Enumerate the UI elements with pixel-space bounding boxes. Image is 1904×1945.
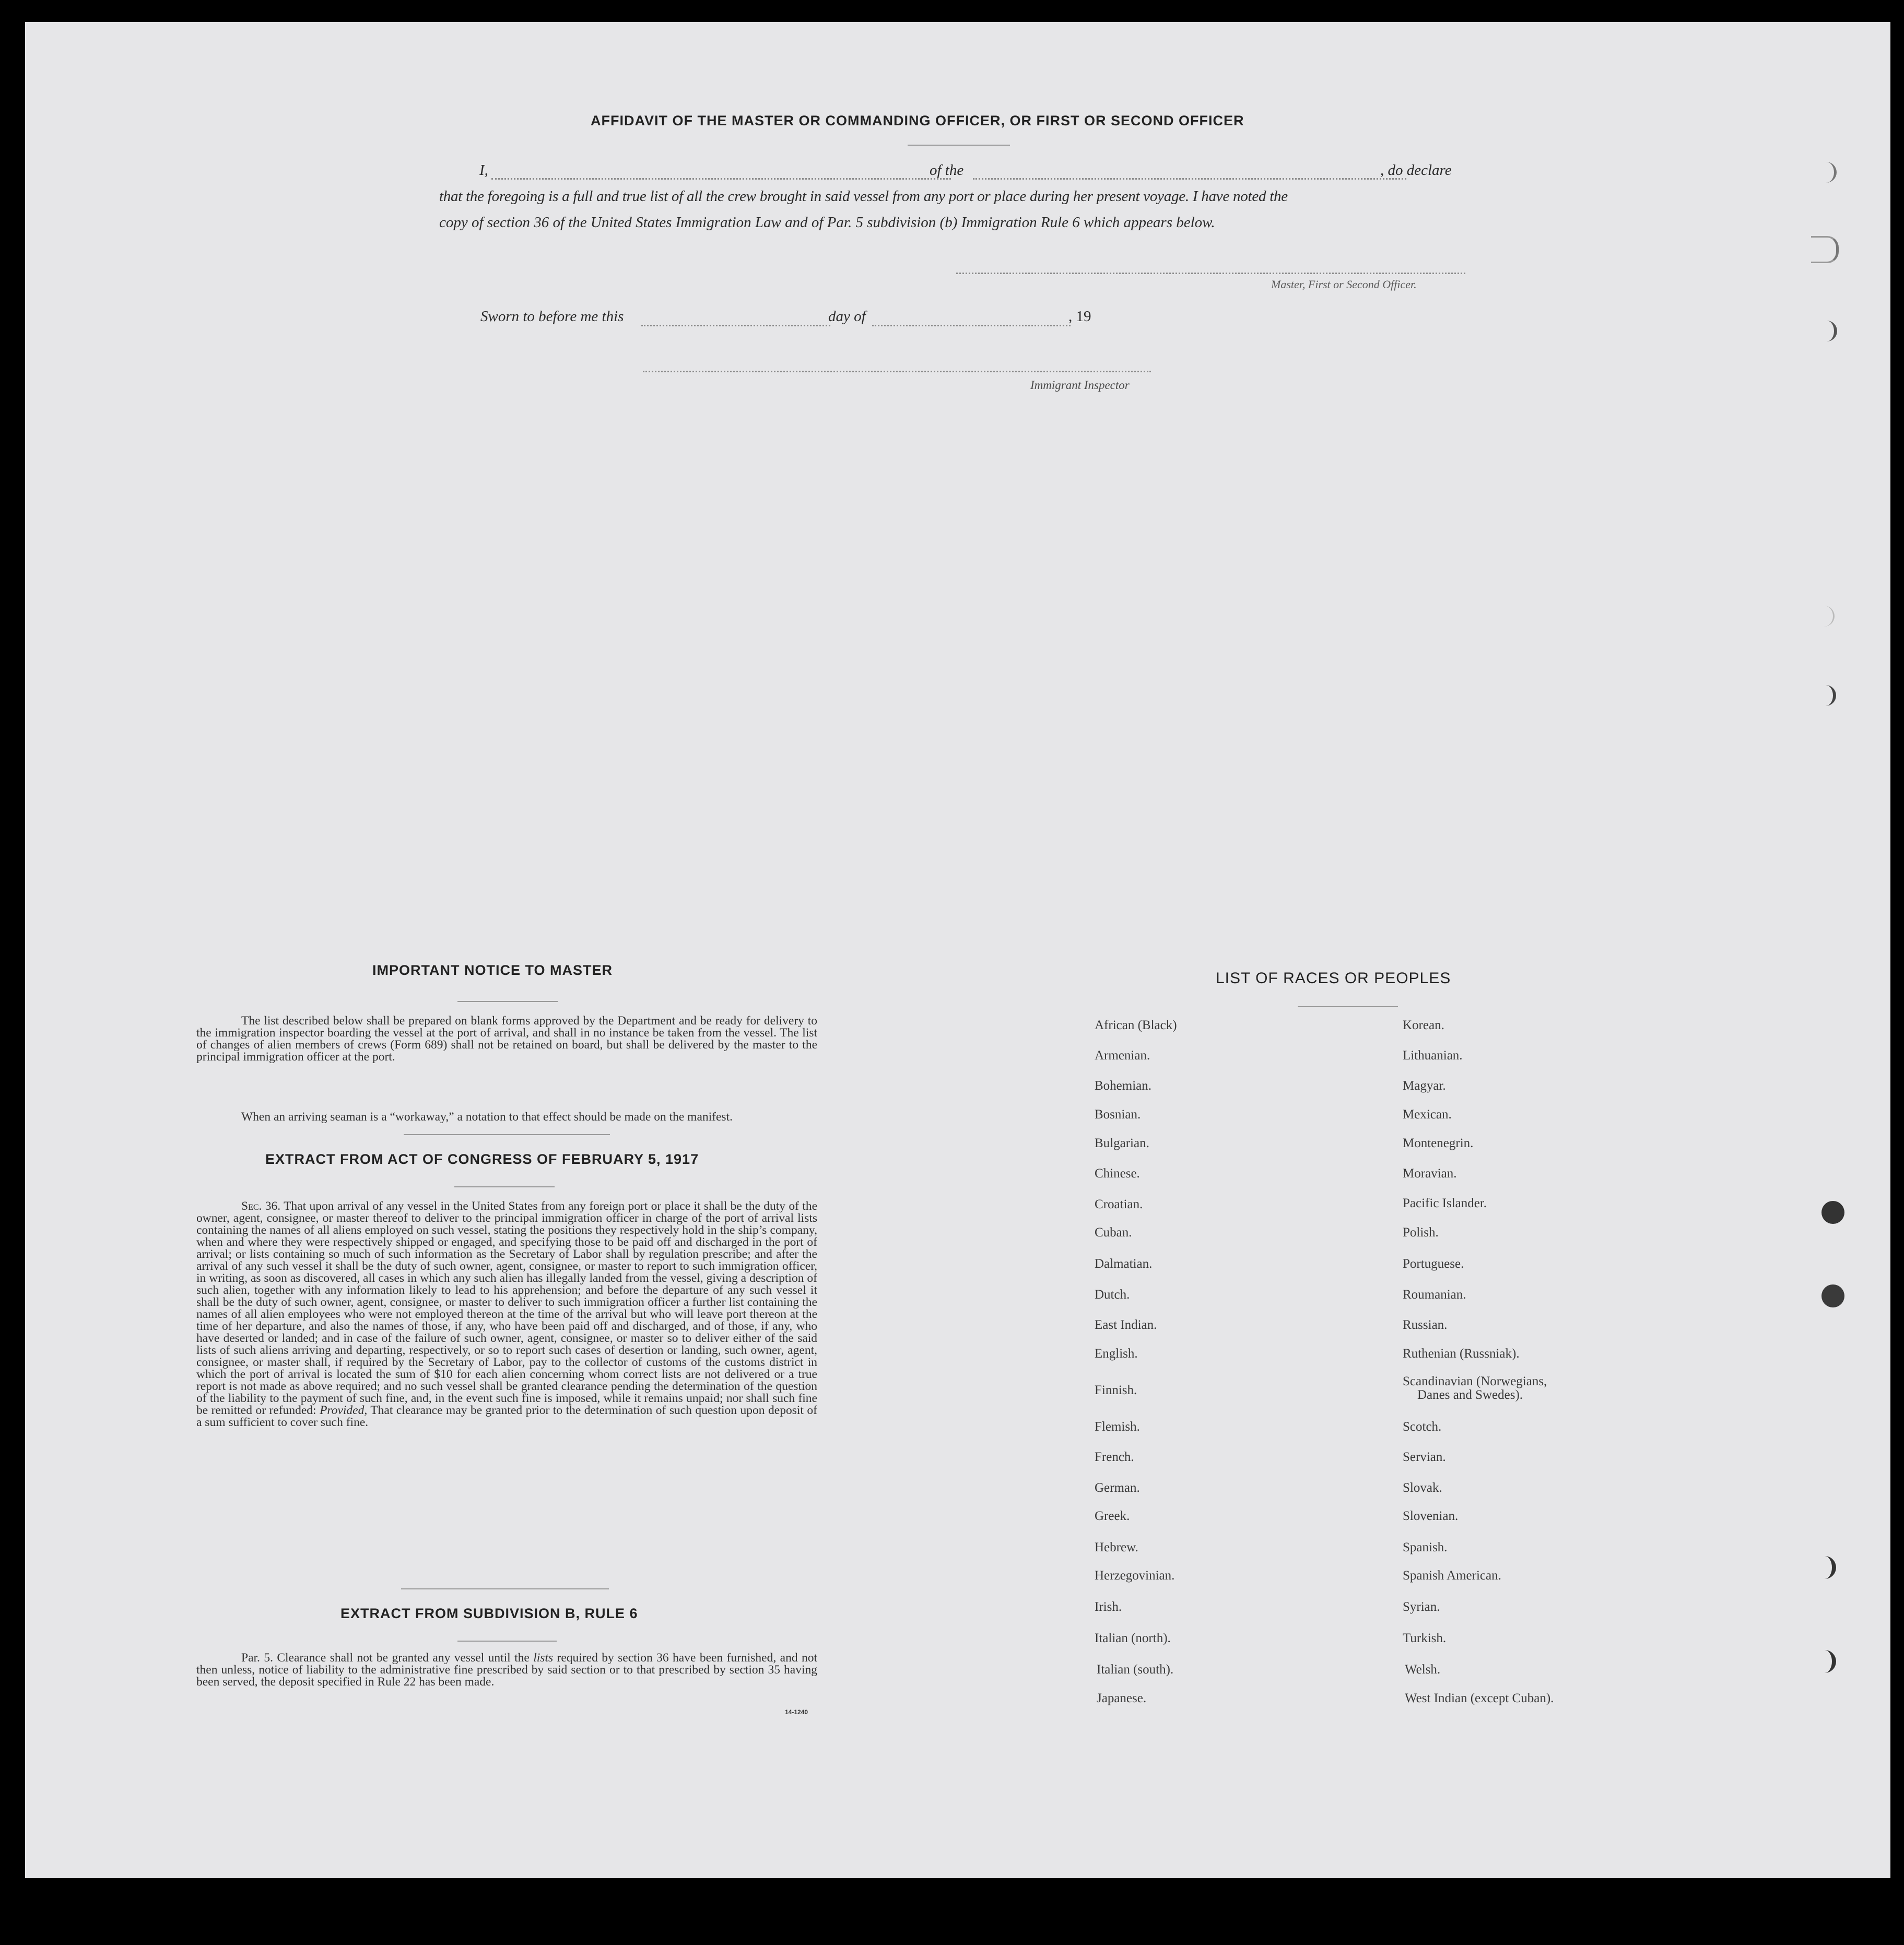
notice-paragraph-2: When an arriving seaman is a “workaway,” a notation to that effect should be made on the manifest.: [241, 1110, 733, 1124]
extract-rule-title-rule: [457, 1641, 557, 1642]
race-item: Slovenian.: [1403, 1509, 1459, 1523]
binder-hole-mark: [1823, 685, 1836, 706]
race-item: Bohemian.: [1095, 1079, 1152, 1093]
sec-label: Sec. 36.: [241, 1199, 281, 1213]
rule-text-b: required by section 36 have been furnished, and not then unless, notice of liability to the administrative fine prescribed by said section or to that prescribed by section 35 having been served, the deposit specified in Rule 22 has been made.: [196, 1651, 818, 1689]
race-item: English.: [1095, 1347, 1138, 1361]
race-item: Herzegovinian.: [1095, 1569, 1175, 1583]
race-item: Finnish.: [1095, 1383, 1137, 1397]
race-item: Spanish.: [1403, 1540, 1448, 1554]
extract-rule-text: [196, 1652, 817, 1688]
race-item: Pacific Islander.: [1403, 1196, 1487, 1210]
inspector-signature-line[interactable]: [643, 371, 1151, 372]
race-item: Portuguese.: [1403, 1257, 1464, 1271]
race-item: Bosnian.: [1095, 1107, 1141, 1122]
race-item: Syrian.: [1403, 1600, 1440, 1614]
inspector-label: Immigrant Inspector: [1030, 379, 1130, 392]
affidavit-of-the-label: of the: [930, 162, 964, 179]
race-item: Ruthenian (Russniak).: [1403, 1347, 1520, 1361]
race-item: Mexican.: [1403, 1107, 1452, 1122]
affidavit-title: AFFIDAVIT OF THE MASTER OR COMMANDING OFFICER, OR FIRST OR SECOND OFFICER: [591, 113, 1244, 128]
race-item: Servian.: [1403, 1450, 1446, 1464]
race-item: Moravian.: [1403, 1166, 1457, 1181]
race-item: Danes and Swedes).: [1417, 1388, 1523, 1402]
race-item: Dutch.: [1095, 1288, 1130, 1302]
race-item: Irish.: [1095, 1600, 1122, 1614]
race-item: Welsh.: [1405, 1663, 1441, 1677]
race-item: Bulgarian.: [1095, 1136, 1149, 1150]
sworn-label: Sworn to before me this: [480, 308, 624, 325]
race-item: Montenegrin.: [1403, 1136, 1474, 1150]
binder-hole-mark: [1821, 606, 1835, 627]
affidavit-line-1: that the foregoing is a full and true list of all the crew brought in said vessel from any port or place during her present voyage. I have noted the: [439, 188, 1288, 205]
race-item: Turkish.: [1403, 1631, 1447, 1645]
binder-hole-mark: [1823, 321, 1837, 341]
race-item: Korean.: [1403, 1018, 1444, 1032]
affidavit-line-2: copy of section 36 of the United States Immigration Law and of Par. 5 subdivision (b) Immigration Rule 6 which appears below.: [439, 214, 1215, 231]
race-item: Scotch.: [1403, 1420, 1442, 1434]
race-item: Dalmatian.: [1095, 1257, 1153, 1271]
race-item: Slovak.: [1403, 1481, 1442, 1495]
notice-title-rule: [457, 1001, 558, 1002]
race-item: German.: [1095, 1481, 1140, 1495]
races-title: LIST OF RACES OR PEOPLES: [1216, 970, 1451, 987]
extract-act-title: EXTRACT FROM ACT OF CONGRESS OF FEBRUARY 5, 1917: [265, 1151, 699, 1167]
race-item: Magyar.: [1403, 1079, 1446, 1093]
extract-act-title-rule: [454, 1186, 555, 1187]
form-page: [25, 22, 1890, 1878]
sec-text: That upon arrival of any vessel in the United States from any foreign port or place it shall be the duty of the owner, agent, consignee, or master thereof to deliver to the principal immigration officer in charge of the port of arrival lists containing the names of all aliens employed on such vessel, stating the positions they respectively hold in the ship’s company, when and where they were respectively shipped or engaged, and specifying those to be paid off and discharged in the port of arrival; or lists containing so much of such information as the Secretary of Labor shall by regulation prescribe; and after the arrival of any such vessel it shall be the duty of such owner, agent, consignee, or master to report to such immigration officer, in writing, as soon as discovered, all cases in which any such alien has illegally landed from the vessel, giving a description of such alien, together with any information likely to lead to his apprehension; and before the departure of any such vessel it shall be the duty of such owner, agent, consignee, or master to deliver to such immigration officer a further list containing the names of all alien employees who were not employed thereon at the time of the arrival but who will leave port thereon at the time of her departure, and also the names of those, if any, who have been paid off and discharged, and of those, if any, who have deserted or landed; and in case of the failure of such owner, agent, consignee, or master so to deliver either of the said lists of such aliens arriving and departing, respectively, or so to report such cases of desertion or landing, such owner, agent, consignee, or master shall, if required by the Secretary of Labor, pay to the collector of customs of the customs district in which the port of arrival is located the sum of $10 for each alien concerning whom correct lists are not delivered or a true report is not made as above required; and no such vessel shall be granted clearance pending the determination of the question of the liability to the payment of such fine, and, in the event such fine is imposed, while it remains unpaid; nor shall such fine be remitted or refunded:: [196, 1199, 818, 1417]
affidavit-title-rule: [908, 145, 1010, 146]
provided-label: Provided,: [320, 1404, 368, 1417]
master-signature-line[interactable]: [956, 273, 1465, 274]
day-of-label: day of: [828, 308, 866, 325]
race-item: Polish.: [1403, 1225, 1439, 1240]
vessel-name-field[interactable]: [973, 178, 1406, 180]
form-number: 14-1240: [785, 1708, 808, 1716]
race-item: Hebrew.: [1095, 1540, 1138, 1554]
race-item: Lithuanian.: [1403, 1048, 1463, 1063]
race-item: Cuban.: [1095, 1225, 1132, 1240]
binder-hole-dark: [1821, 1284, 1844, 1307]
affidavit-do-declare: , do declare: [1380, 162, 1452, 179]
rule-lists: lists: [533, 1651, 554, 1665]
binder-hole-mark: [1821, 1556, 1836, 1579]
section-divider-1: [404, 1134, 610, 1135]
race-item: West Indian (except Cuban).: [1405, 1691, 1554, 1705]
race-item: Scandinavian (Norwegians,: [1403, 1374, 1547, 1388]
race-item: Roumanian.: [1403, 1288, 1466, 1302]
affidavit-i-label: I,: [479, 162, 488, 179]
races-title-rule: [1298, 1006, 1398, 1007]
race-item: African (Black): [1095, 1018, 1177, 1032]
race-item: Armenian.: [1095, 1048, 1150, 1063]
notice-paragraph-1: The list described below shall be prepared on blank forms approved by the Department and be ready for delivery to the immigration inspector boarding the vessel at the port of arrival, and shall in no instance be taken from the vessel. The list of changes of alien members of crews (Form 689) shall not be retained on board, but shall be delivered by the master to the principal immigration officer at the port.: [196, 1014, 817, 1064]
race-item: Italian (south).: [1097, 1663, 1174, 1677]
race-item: Spanish American.: [1403, 1569, 1501, 1583]
race-item: Flemish.: [1095, 1420, 1140, 1434]
race-item: Greek.: [1095, 1509, 1130, 1523]
race-item: Croatian.: [1095, 1197, 1143, 1211]
notice-title: IMPORTANT NOTICE TO MASTER: [372, 962, 613, 978]
race-item: French.: [1095, 1450, 1134, 1464]
extract-act-text: [196, 1200, 817, 1429]
binder-hole-mark: [1823, 162, 1837, 183]
master-signature-label: Master, First or Second Officer.: [1271, 278, 1417, 291]
race-item: Chinese.: [1095, 1166, 1140, 1181]
sec-text-end: That clearance may be granted prior to the determination of such question upon deposit of a sum sufficient to cover such fine.: [196, 1404, 817, 1429]
race-item: East Indian.: [1095, 1318, 1157, 1332]
race-item: Russian.: [1403, 1318, 1448, 1332]
sworn-month-field[interactable]: [872, 325, 1071, 326]
binder-hole-dark: [1821, 1201, 1844, 1224]
race-item: Italian (north).: [1095, 1631, 1171, 1645]
binder-hole-mark: [1811, 236, 1839, 263]
rule-text-a: Par. 5. Clearance shall not be granted any vessel until the: [241, 1651, 530, 1665]
sworn-day-field[interactable]: [641, 325, 830, 326]
master-name-field[interactable]: [491, 178, 951, 180]
year-label: , 19: [1068, 308, 1091, 325]
binder-hole-mark: [1821, 1650, 1836, 1673]
extract-rule-title: EXTRACT FROM SUBDIVISION B, RULE 6: [340, 1606, 638, 1621]
section-divider-2: [401, 1588, 609, 1589]
race-item: Japanese.: [1097, 1691, 1147, 1705]
